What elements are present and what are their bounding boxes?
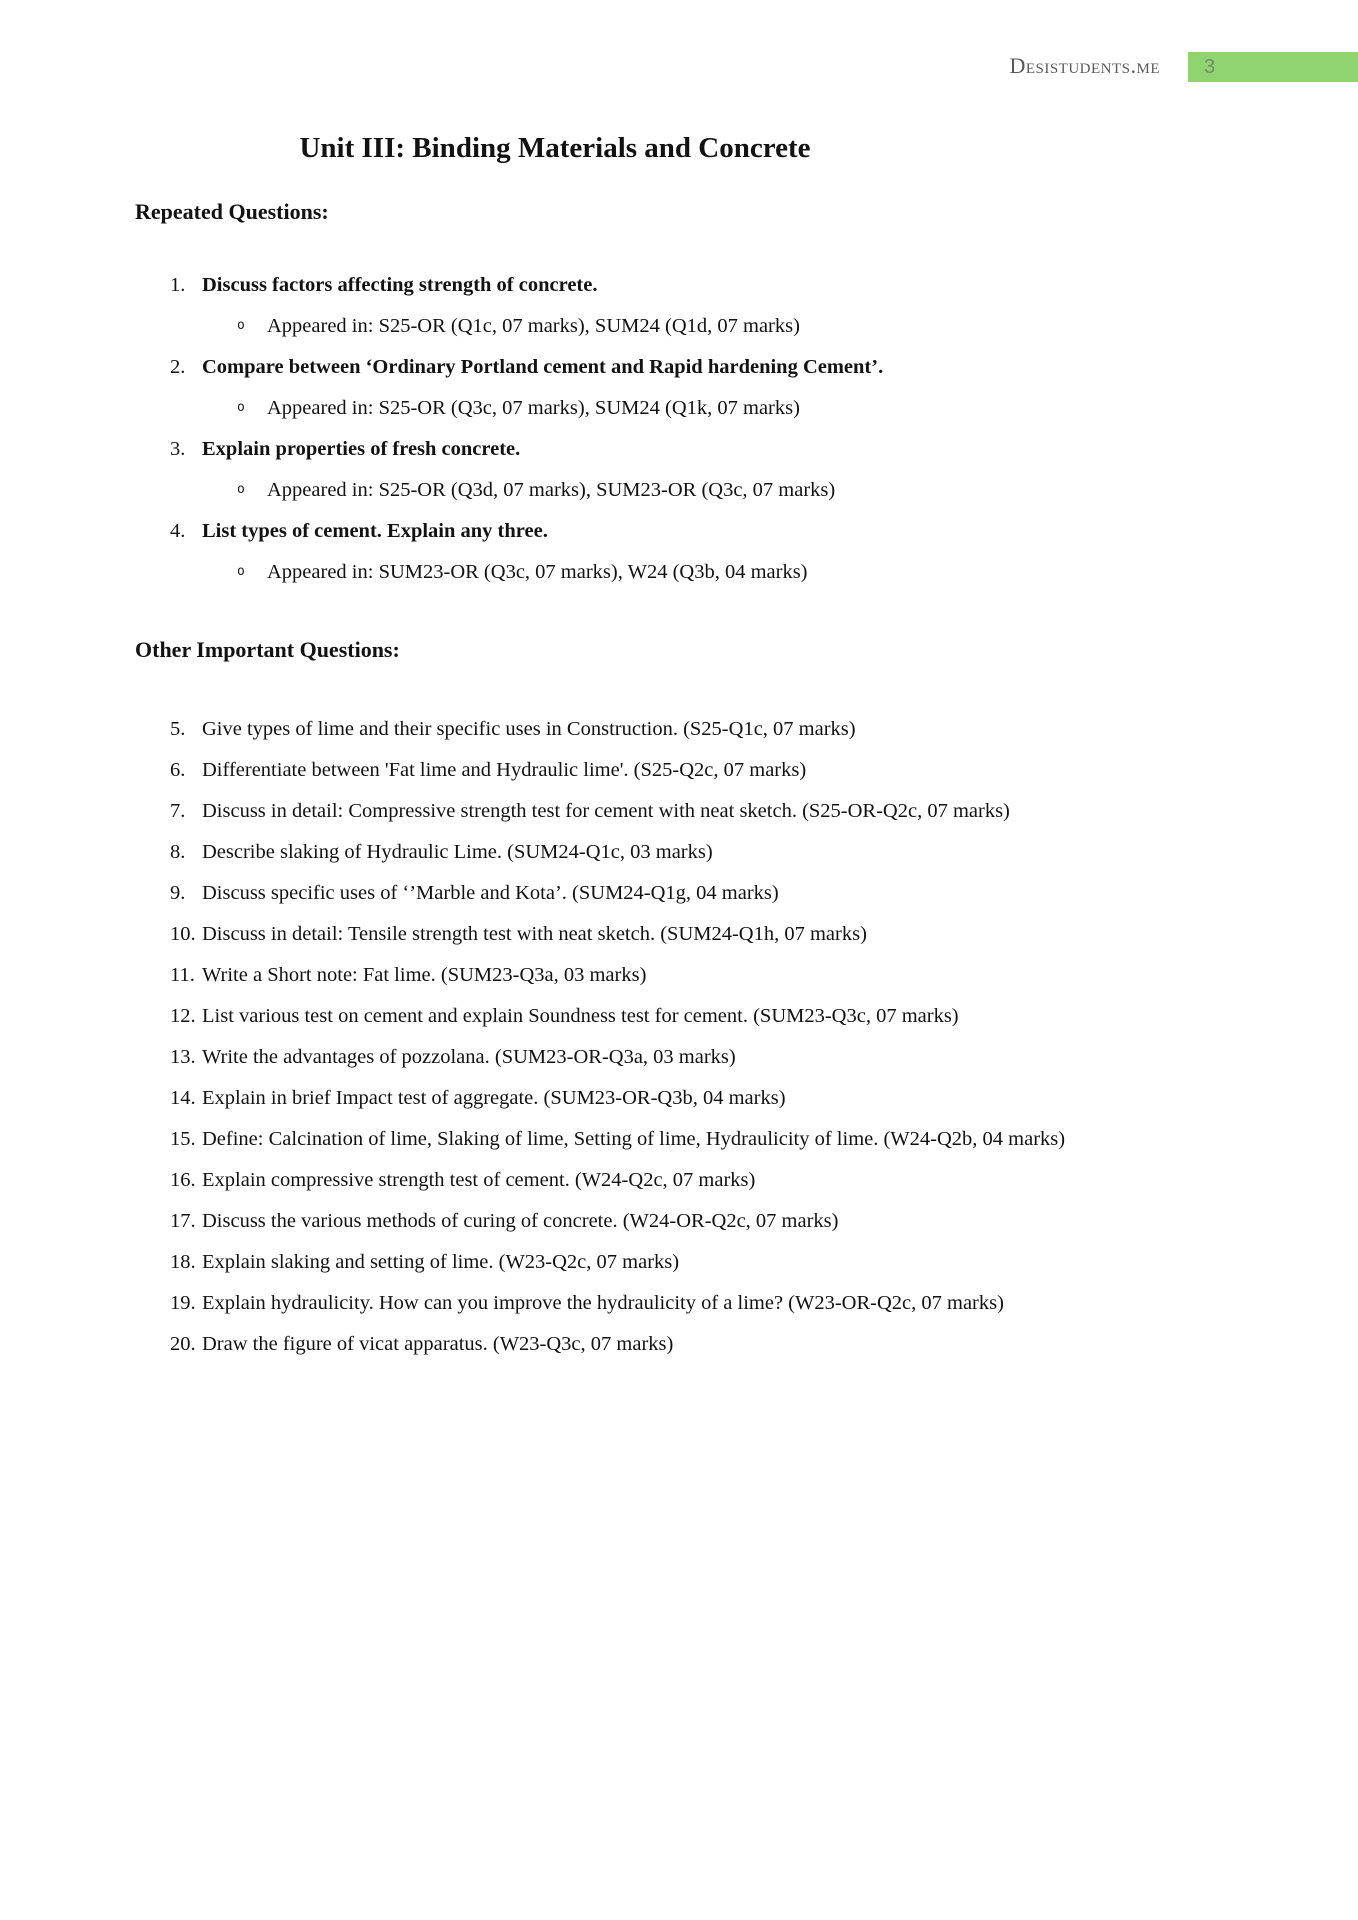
question-item bbox=[170, 839, 1165, 865]
question-item bbox=[170, 1003, 1165, 1029]
question-number: 17. bbox=[170, 1210, 196, 1232]
question-text: Discuss the various methods of curing of concrete. (W24-OR-Q2c, 07 marks) bbox=[202, 1210, 839, 1232]
page-header bbox=[0, 50, 1358, 84]
question-number: 1. bbox=[170, 274, 186, 296]
question-text: Write a Short note: Fat lime. (SUM23-Q3a, 03 marks) bbox=[202, 964, 647, 986]
question-item bbox=[170, 354, 1165, 421]
question-text: Describe slaking of Hydraulic Lime. (SUM24-Q1c, 03 marks) bbox=[202, 841, 713, 863]
question-text: Define: Calcination of lime, Slaking of lime, Setting of lime, Hydraulicity of lime. (W24-Q2b, 04 marks) bbox=[202, 1128, 1066, 1150]
document-body bbox=[135, 130, 1165, 1372]
question-number: 20. bbox=[170, 1333, 196, 1355]
question-item bbox=[170, 436, 1165, 503]
question-item bbox=[170, 921, 1165, 947]
question-item bbox=[170, 798, 1165, 824]
question-number: 18. bbox=[170, 1251, 196, 1273]
question-number: 13. bbox=[170, 1046, 196, 1068]
question-number: 19. bbox=[170, 1292, 196, 1314]
circle-bullet-icon: o bbox=[237, 482, 245, 497]
circle-bullet-icon: o bbox=[237, 318, 245, 333]
question-number: 7. bbox=[170, 800, 186, 822]
question-number: 2. bbox=[170, 356, 186, 378]
question-item bbox=[170, 518, 1165, 585]
repeated-questions-list bbox=[135, 272, 1165, 585]
question-text: Explain compressive strength test of cement. (W24-Q2c, 07 marks) bbox=[202, 1169, 756, 1191]
question-number: 5. bbox=[170, 718, 186, 740]
question-text: Discuss in detail: Tensile strength test with neat sketch. (SUM24-Q1h, 07 marks) bbox=[202, 923, 867, 945]
question-number: 6. bbox=[170, 759, 186, 781]
question-item bbox=[170, 880, 1165, 906]
question-text: Explain in brief Impact test of aggregate. (SUM23-OR-Q3b, 04 marks) bbox=[202, 1087, 786, 1109]
question-number: 8. bbox=[170, 841, 186, 863]
appeared-in-text: Appeared in: S25-OR (Q3c, 07 marks), SUM24 (Q1k, 07 marks) bbox=[267, 397, 800, 419]
section-heading-other: Other Important Questions: bbox=[135, 637, 400, 662]
question-number: 16. bbox=[170, 1169, 196, 1191]
question-number: 14. bbox=[170, 1087, 196, 1109]
question-text: List various test on cement and explain Soundness test for cement. (SUM23-Q3c, 07 marks) bbox=[202, 1005, 959, 1027]
appeared-in-text: Appeared in: S25-OR (Q3d, 07 marks), SUM23-OR (Q3c, 07 marks) bbox=[267, 479, 836, 501]
circle-bullet-icon: o bbox=[237, 564, 245, 579]
question-item bbox=[170, 1208, 1165, 1234]
page-number: 3 bbox=[1204, 56, 1216, 78]
appeared-in-text: Appeared in: SUM23-OR (Q3c, 07 marks), W24 (Q3b, 04 marks) bbox=[267, 561, 808, 583]
question-number: 15. bbox=[170, 1128, 196, 1150]
question-text: Explain hydraulicity. How can you improve the hydraulicity of a lime? (W23-OR-Q2c, 07 marks) bbox=[202, 1292, 1004, 1314]
question-text: Explain slaking and setting of lime. (W23-Q2c, 07 marks) bbox=[202, 1251, 680, 1273]
question-item bbox=[170, 1167, 1165, 1193]
question-item bbox=[170, 1085, 1165, 1111]
question-text: Draw the figure of vicat apparatus. (W23-Q3c, 07 marks) bbox=[202, 1333, 674, 1355]
site-name: Desistudents.me bbox=[1009, 53, 1160, 78]
question-number: 10. bbox=[170, 923, 196, 945]
circle-bullet-icon: o bbox=[237, 400, 245, 415]
question-item bbox=[170, 1044, 1165, 1070]
question-text: Differentiate between 'Fat lime and Hydraulic lime'. (S25-Q2c, 07 marks) bbox=[202, 759, 807, 781]
question-item bbox=[170, 716, 1165, 742]
question-text: Discuss factors affecting strength of concrete. bbox=[202, 274, 598, 296]
question-text: Discuss in detail: Compressive strength test for cement with neat sketch. (S25-OR-Q2c, 07 marks) bbox=[202, 800, 1010, 822]
question-item bbox=[170, 1126, 1165, 1152]
question-text: Write the advantages of pozzolana. (SUM23-OR-Q3a, 03 marks) bbox=[202, 1046, 736, 1068]
question-item bbox=[170, 1249, 1165, 1275]
question-number: 3. bbox=[170, 438, 186, 460]
question-number: 4. bbox=[170, 520, 186, 542]
appeared-in-text: Appeared in: S25-OR (Q1c, 07 marks), SUM24 (Q1d, 07 marks) bbox=[267, 315, 800, 337]
section-heading-repeated: Repeated Questions: bbox=[135, 199, 329, 224]
other-questions-list bbox=[135, 716, 1165, 1357]
question-item bbox=[170, 272, 1165, 339]
question-number: 11. bbox=[170, 964, 195, 986]
question-item bbox=[170, 757, 1165, 783]
question-text: Give types of lime and their specific uses in Construction. (S25-Q1c, 07 marks) bbox=[202, 718, 856, 740]
question-item bbox=[170, 1290, 1165, 1316]
question-number: 9. bbox=[170, 882, 186, 904]
question-item bbox=[170, 962, 1165, 988]
question-item bbox=[170, 1331, 1165, 1357]
question-text: List types of cement. Explain any three. bbox=[202, 520, 548, 542]
question-text: Compare between ‘Ordinary Portland cement and Rapid hardening Cement’. bbox=[202, 356, 884, 378]
page-number-badge bbox=[1188, 52, 1358, 82]
question-text: Explain properties of fresh concrete. bbox=[202, 438, 521, 460]
document-title: Unit III: Binding Materials and Concrete bbox=[299, 132, 811, 164]
question-text: Discuss specific uses of ‘’Marble and Kota’. (SUM24-Q1g, 04 marks) bbox=[202, 882, 779, 904]
question-number: 12. bbox=[170, 1005, 196, 1027]
